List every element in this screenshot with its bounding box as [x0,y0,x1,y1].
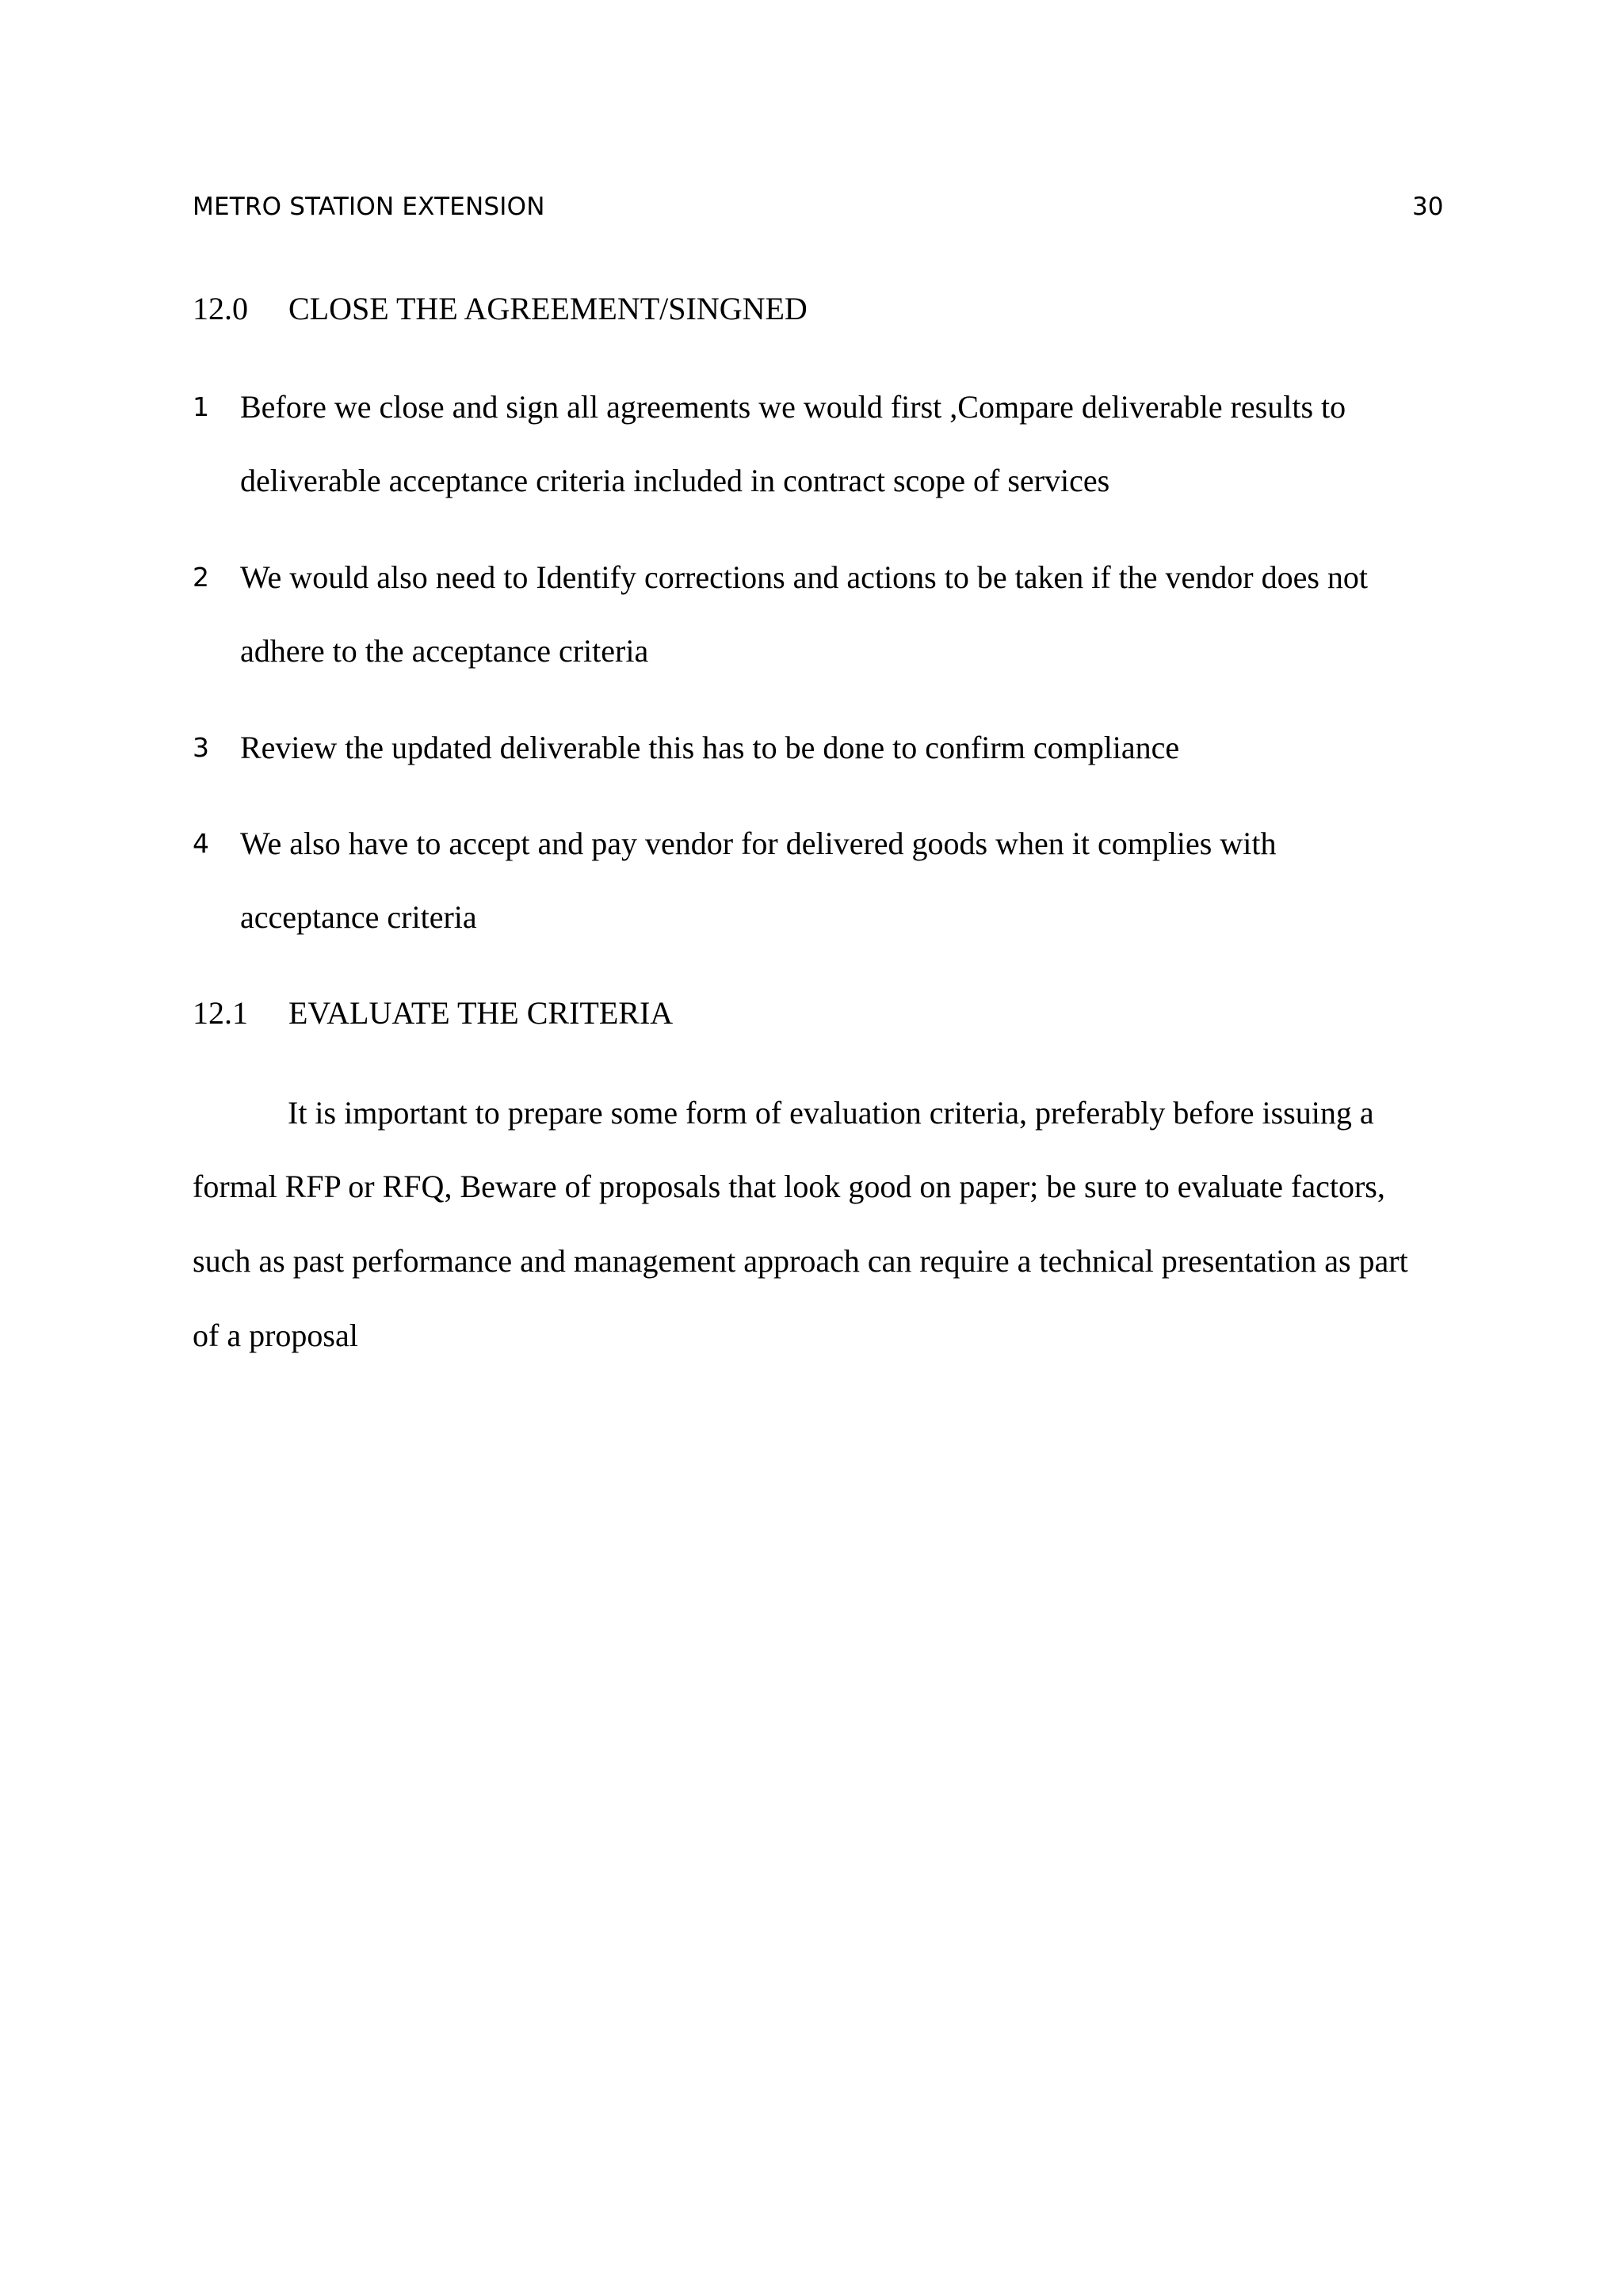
list-item-line: Before we close and sign all agreements we would first ,Compare deliverable results to [240,389,1346,425]
section-title: CLOSE THE AGREEMENT/SINGNED [288,291,808,326]
list-item-marker: 3 [193,732,209,763]
section-heading-12-0 [193,290,808,327]
list-item-line: acceptance criteria [240,899,477,935]
list-item-line: We would also need to Identify corrections and actions to be taken if the vendor does not [240,559,1369,595]
list-item-line: adhere to the acceptance criteria [240,633,649,669]
paragraph-line: of a proposal [193,1318,358,1353]
list-item-line: We also have to accept and pay vendor for delivered goods when it complies with [240,826,1277,861]
list-item-marker: 4 [193,828,209,859]
paragraph-line: It is important to prepare some form of evaluation criteria, preferably before issuing a [288,1095,1374,1131]
section-number: 12.0 [193,291,248,326]
section-heading-12-1 [193,994,673,1032]
page-number: 30 [1412,193,1444,221]
list-item-marker: 2 [193,562,209,593]
list-item-marker: 1 [193,391,209,422]
section-number: 12.1 [193,995,248,1031]
paragraph-line: such as past performance and management approach can require a technical presentation as part [193,1243,1408,1279]
paragraph-line: formal RFP or RFQ, Beware of proposals that look good on paper; be sure to evaluate factors, [193,1169,1385,1204]
list-item-line: Review the updated deliverable this has to be done to confirm compliance [240,730,1180,765]
section-title: EVALUATE THE CRITERIA [288,995,674,1031]
running-head: METRO STATION EXTENSION [193,193,545,221]
list-item-line: deliverable acceptance criteria included in contract scope of services [240,463,1110,498]
